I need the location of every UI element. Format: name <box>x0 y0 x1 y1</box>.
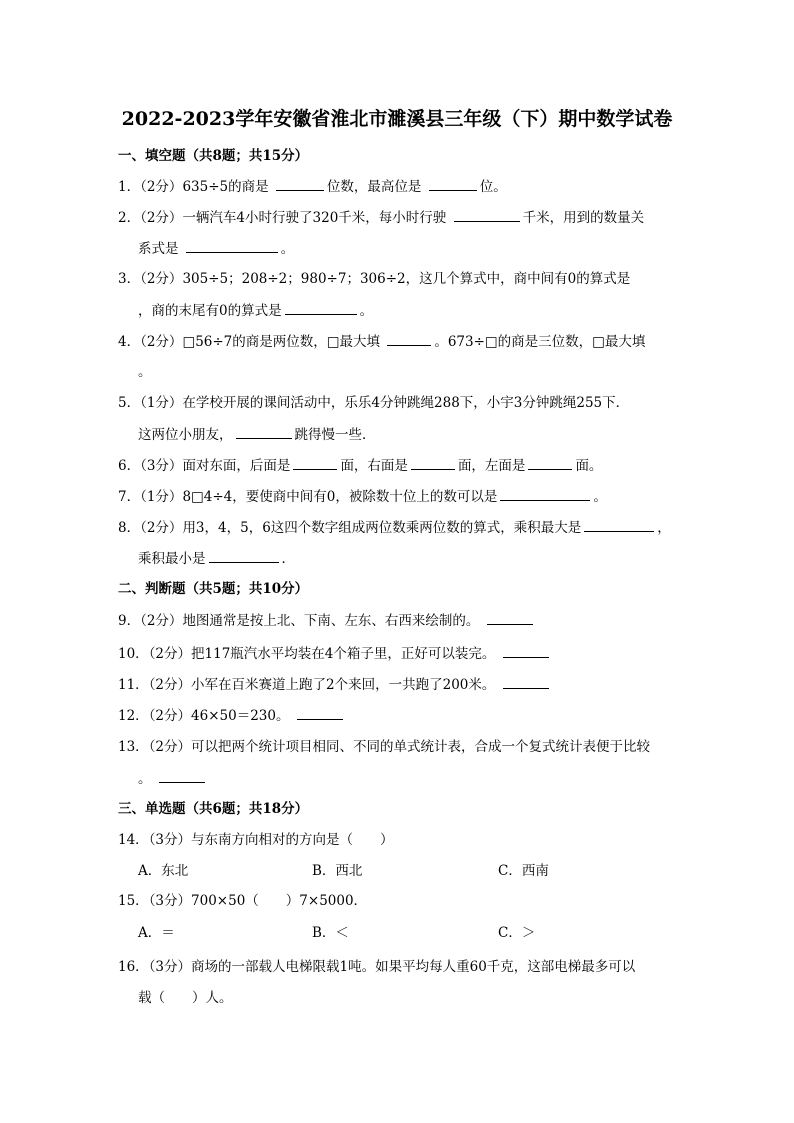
question-text: 。 <box>593 489 607 505</box>
question-number: 8． <box>118 520 141 536</box>
section-header-single-choice: 三、单选题（共6题；共18分） <box>118 801 309 817</box>
question-2-cont <box>138 238 294 259</box>
question-6 <box>118 455 602 476</box>
question-text: 。 <box>138 364 152 380</box>
question-9 <box>118 610 536 631</box>
answer-blank[interactable] <box>285 300 357 315</box>
option-a[interactable]: A．东北 <box>138 863 189 879</box>
question-8 <box>118 517 671 538</box>
question-text: 一辆汽车4小时行驶了320千米，每小时行驶 <box>182 210 447 226</box>
question-text: 8□4÷4，要使商中间有0，被除数十位上的数可以是 <box>182 489 498 505</box>
question-score: （3分） <box>148 832 192 848</box>
question-text: 载（ ）人。 <box>138 990 233 1006</box>
question-text: 面，左面是 <box>457 458 526 474</box>
question-text: 这两位小朋友， <box>138 427 233 443</box>
question-text: □56÷7的商是两位数，□最大填 <box>182 334 381 350</box>
question-text: 。 <box>359 303 374 319</box>
option-a[interactable]: A．＝ <box>138 925 175 941</box>
question-score: （2分） <box>148 677 192 693</box>
answer-blank[interactable] <box>503 674 549 689</box>
answer-blank[interactable] <box>209 548 279 563</box>
question-number: 9． <box>118 613 141 629</box>
question-score: （3分） <box>140 458 183 474</box>
exam-title: 2022-2023学年安徽省淮北市濉溪县三年级（下）期中数学试卷 <box>121 108 673 130</box>
question-text: 面，右面是 <box>340 458 408 474</box>
question-text: 乘积最小是 <box>138 551 206 567</box>
question-text: 商场的一部载人电梯限载1吨。如果平均每人重60千克，这部电梯最多可以 <box>191 959 636 975</box>
question-text: 系式是 <box>138 241 179 257</box>
option-c[interactable]: C．＞ <box>498 925 536 941</box>
question-number: 6． <box>118 458 141 474</box>
question-14 <box>118 830 394 850</box>
question-number: 2． <box>118 210 141 226</box>
question-number: 1． <box>118 179 141 195</box>
section-header-fill-in: 一、填空题（共8题；共15分） <box>118 148 309 164</box>
question-text: 用3，4，5，6这四个数字组成两位数乘两位数的算式，乘积最大是 <box>182 520 582 536</box>
question-2 <box>118 207 644 228</box>
question-11 <box>118 674 552 695</box>
answer-blank[interactable] <box>429 176 477 191</box>
question-score: （3分） <box>148 959 192 975</box>
question-text: 地图通常是按上北、下南、左东、右西来绘制的。 <box>182 613 480 629</box>
question-10 <box>118 643 552 664</box>
question-13-cont <box>138 768 208 789</box>
question-text: 305÷5；208÷2；980÷7；306÷2，这几个算式中，商中间有0的算式是 <box>182 271 631 287</box>
question-13 <box>118 737 650 757</box>
answer-blank[interactable] <box>487 610 533 625</box>
question-score: （1分） <box>140 489 183 505</box>
question-3 <box>118 269 630 289</box>
option-b[interactable]: B．＜ <box>312 925 349 941</box>
question-text: ． <box>281 551 295 567</box>
question-text: 46×50＝230。 <box>191 708 290 724</box>
question-score: （2分） <box>148 708 192 724</box>
question-text: 千米，用到的数量关 <box>522 210 645 226</box>
question-7 <box>118 486 607 507</box>
question-number: 5． <box>118 395 141 411</box>
question-5-cont <box>138 424 376 445</box>
question-text: ， <box>657 520 671 536</box>
answer-blank[interactable] <box>500 486 590 501</box>
question-4-cont <box>138 362 152 382</box>
question-number: 14． <box>118 832 149 848</box>
question-12 <box>118 705 346 726</box>
answer-blank[interactable] <box>528 455 572 470</box>
question-text: ，商的末尾有0的算式是 <box>138 303 282 319</box>
question-text: 把117瓶汽水平均装在4个箱子里，正好可以装完。 <box>191 646 496 662</box>
question-number: 15． <box>118 893 149 909</box>
question-text: 与东南方向相对的方向是（ ） <box>191 832 394 848</box>
question-number: 11． <box>118 677 149 693</box>
question-score: （2分） <box>140 271 183 287</box>
question-text: 700×50（ ）7×5000． <box>191 893 368 909</box>
question-score: （2分） <box>148 739 192 755</box>
answer-blank[interactable] <box>411 455 455 470</box>
question-1 <box>118 176 507 197</box>
question-16 <box>118 957 635 977</box>
option-c[interactable]: C．西南 <box>498 863 549 879</box>
question-5 <box>118 393 629 413</box>
question-score: （3分） <box>148 893 192 909</box>
answer-blank[interactable] <box>293 455 337 470</box>
option-b[interactable]: B．西北 <box>312 863 363 879</box>
question-text: 面对东面，后面是 <box>182 458 291 474</box>
answer-blank[interactable] <box>186 238 278 253</box>
section-header-true-false: 二、判断题（共5题；共10分） <box>118 581 309 597</box>
answer-blank[interactable] <box>159 768 205 783</box>
answer-blank[interactable] <box>584 517 654 532</box>
question-15 <box>118 891 367 911</box>
answer-blank[interactable] <box>387 331 431 346</box>
question-score: （2分） <box>148 646 192 662</box>
question-text: 小军在百米赛道上跑了2个来回，一共跑了200米。 <box>191 677 496 693</box>
answer-blank[interactable] <box>297 705 343 720</box>
question-text: 在学校开展的课间活动中，乐乐4分钟跳绳288下，小宇3分钟跳绳255下． <box>182 395 630 411</box>
question-score: （2分） <box>140 179 183 195</box>
question-number: 12． <box>118 708 149 724</box>
question-number: 3． <box>118 271 141 287</box>
question-score: （2分） <box>140 613 183 629</box>
question-number: 16． <box>118 959 149 975</box>
question-score: （2分） <box>140 210 183 226</box>
question-text: 位数，最高位是 <box>326 179 422 195</box>
question-text: 。 <box>280 241 295 257</box>
question-4 <box>118 331 645 352</box>
question-score: （2分） <box>140 520 183 536</box>
question-number: 4． <box>118 334 141 350</box>
question-text: 面。 <box>575 458 603 474</box>
question-number: 13． <box>118 739 149 755</box>
question-8-cont <box>138 548 295 569</box>
question-score: （1分） <box>140 395 183 411</box>
question-text: 跳得慢一些． <box>294 427 376 443</box>
answer-blank[interactable] <box>454 207 520 222</box>
question-text: 。 <box>138 771 152 787</box>
answer-blank[interactable] <box>276 176 324 191</box>
answer-blank[interactable] <box>503 643 549 658</box>
question-score: （2分） <box>140 334 183 350</box>
question-3-cont <box>138 300 373 321</box>
question-text: 635÷5的商是 <box>182 179 269 195</box>
question-16-cont <box>138 988 233 1008</box>
answer-blank[interactable] <box>236 424 292 439</box>
question-text: 。673÷□的商是三位数，□最大填 <box>434 334 646 350</box>
question-number: 7． <box>118 489 141 505</box>
question-number: 10． <box>118 646 149 662</box>
question-text: 位。 <box>479 179 507 195</box>
question-text: 可以把两个统计项目相同、不同的单式统计表，合成一个复式统计表便于比较 <box>191 739 651 755</box>
